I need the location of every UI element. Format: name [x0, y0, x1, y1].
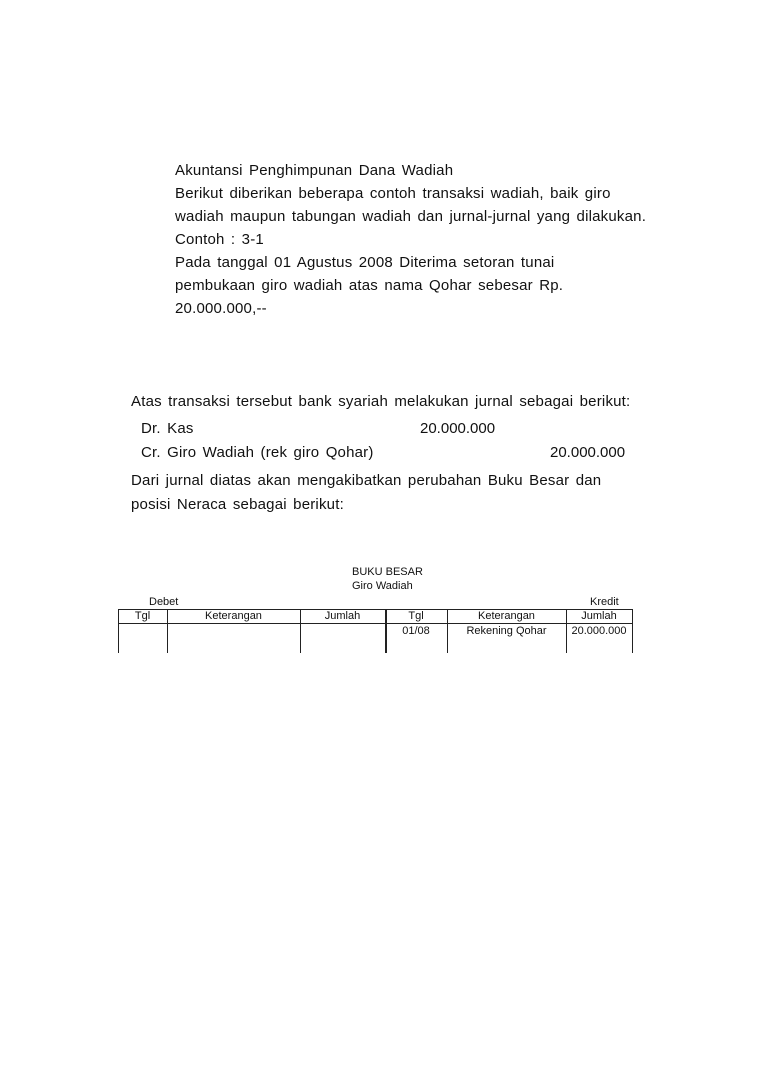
col-header-credit-amount: Jumlah — [581, 610, 617, 622]
journal-note-2: posisi Neraca sebagai berikut: — [131, 496, 344, 513]
row-credit-date: 01/08 — [402, 625, 430, 637]
credit-entry-amount: 20.000.000 — [550, 444, 626, 461]
row-credit-desc: Rekening Qohar — [466, 625, 547, 637]
col-header-debit-amount: Jumlah — [324, 610, 361, 622]
col-header-credit-date: Tgl — [408, 610, 424, 622]
debit-entry-label: Dr. Kas — [141, 420, 194, 437]
example-label: Contoh : 3-1 — [175, 231, 264, 248]
debit-entry-amount: 20.000.000 — [420, 420, 496, 437]
section-title: Akuntansi Penghimpunan Dana Wadiah — [175, 162, 454, 179]
journal-note-1: Dari jurnal diatas akan mengakibatkan perubahan Buku Besar dan — [131, 472, 602, 489]
intro-line-2: wadiah maupun tabungan wadiah dan jurnal-jurnal yang dilakukan. — [175, 208, 647, 225]
row-credit-amount: 20.000.000 — [571, 625, 627, 637]
ledger-debit-side: Debet — [149, 596, 179, 608]
ledger-title: BUKU BESAR — [352, 566, 423, 578]
intro-line-5: 20.000.000,-- — [175, 300, 267, 317]
journal-heading: Atas transaksi tersebut bank syariah melakukan jurnal sebagai berikut: — [131, 393, 631, 410]
intro-line-1: Berikut diberikan beberapa contoh transaksi wadiah, baik giro — [175, 185, 611, 202]
ledger-credit-side: Kredit — [590, 596, 619, 608]
intro-line-4: pembukaan giro wadiah atas nama Qohar sebesar Rp. — [175, 277, 564, 294]
col-header-debit-desc: Keterangan — [205, 610, 262, 622]
ledger-account: Giro Wadiah — [352, 580, 413, 592]
credit-entry-label: Cr. Giro Wadiah (rek giro Qohar) — [141, 444, 374, 461]
intro-line-3: Pada tanggal 01 Agustus 2008 Diterima setoran tunai — [175, 254, 555, 271]
col-header-credit-desc: Keterangan — [478, 610, 535, 622]
ledger-table — [118, 609, 632, 653]
col-header-debit-date: Tgl — [134, 610, 151, 622]
